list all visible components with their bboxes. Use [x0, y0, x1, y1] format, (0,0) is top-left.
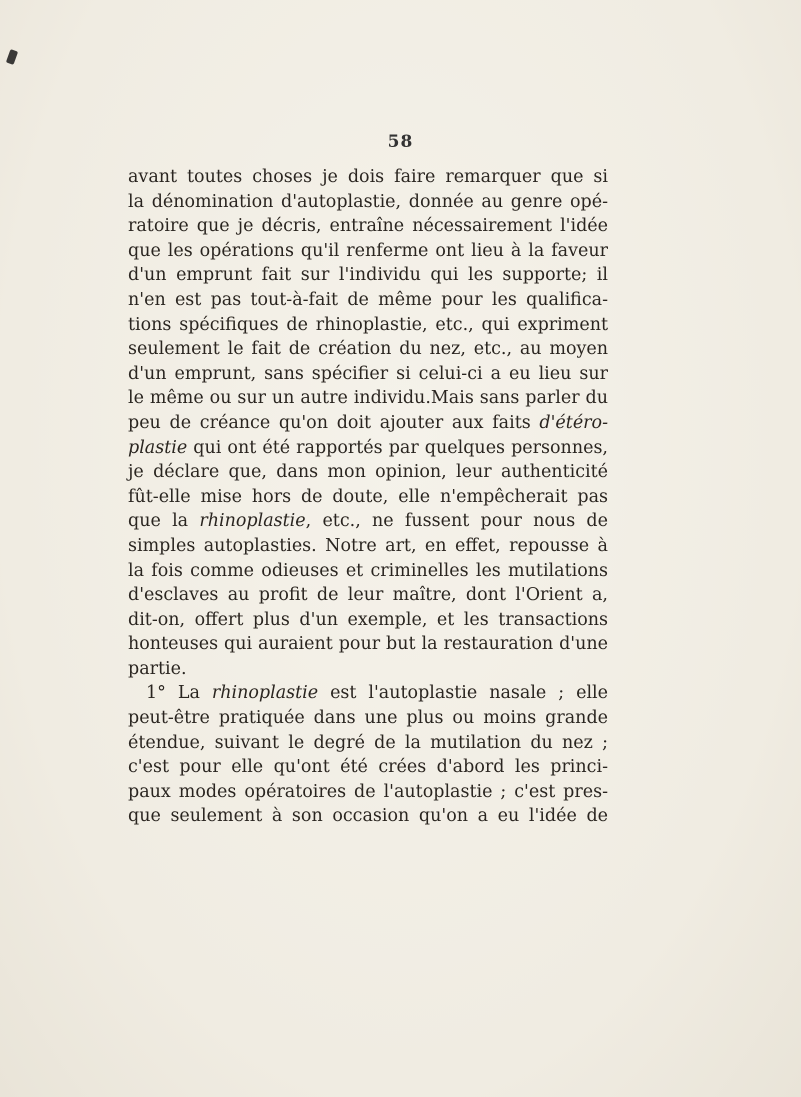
text-line: [128, 411, 608, 436]
line-text: honteuses qui auraient pour but la restauration d'une: [128, 634, 608, 655]
text-line: [128, 165, 608, 190]
italic-term: rhinoplastie: [199, 511, 306, 532]
line-text: que la: [128, 511, 200, 532]
line-text: ratoire que je décris, entraîne nécessairement l'idée: [128, 216, 608, 237]
line-text: c'est pour elle qu'ont été crées d'abord les princi-: [128, 757, 608, 778]
italic-term: d'étéro-: [539, 412, 608, 433]
line-text: partie.: [128, 658, 187, 679]
text-line: [128, 190, 608, 215]
line-text: tions spécifiques de rhinoplastie, etc., qui expriment: [128, 314, 608, 335]
text-line: [128, 436, 608, 461]
text-line: [128, 337, 608, 362]
text-line: [128, 608, 608, 633]
line-text: dit-on, offert plus d'un exemple, et les transactions: [128, 609, 608, 630]
line-text: simples autoplasties. Notre art, en effet, repousse à: [128, 535, 608, 556]
line-text: paux modes opératoires de l'autoplastie ; c'est pres-: [128, 781, 608, 802]
text-line: [128, 509, 608, 534]
text-line: [128, 559, 608, 584]
line-text: n'en est pas tout-à-fait de même pour les qualifica-: [128, 289, 608, 310]
line-text: avant toutes choses je dois faire remarquer que si: [128, 167, 608, 187]
line-text: d'un emprunt, sans spécifier si celui-ci a eu lieu sur: [128, 363, 608, 384]
text-line: [128, 313, 608, 338]
line-text: que les opérations qu'il renferme ont lieu à la faveur: [128, 240, 608, 261]
line-text: étendue, suivant le degré de la mutilation du nez ;: [128, 732, 608, 753]
line-text: d'un emprunt fait sur l'individu qui les supporte; il: [128, 265, 608, 286]
line-text: la fois comme odieuses et criminelles les mutilations: [128, 560, 608, 581]
line-text: qui ont été rapportés par quelques personnes,: [187, 437, 608, 458]
text-line: [128, 362, 608, 387]
text-line: [128, 681, 608, 706]
line-text: je déclare que, dans mon opinion, leur authenticité: [128, 462, 608, 483]
line-text: , etc., ne fussent pour nous de: [305, 511, 608, 532]
line-text: peu de créance qu'on doit ajouter aux faits: [128, 412, 540, 433]
text-line: [128, 386, 608, 411]
italic-term: rhinoplastie: [211, 683, 319, 704]
text-line: [128, 460, 608, 485]
text-line: [128, 239, 608, 264]
line-text: seulement le fait de création du nez, etc., au moyen: [128, 339, 608, 360]
text-line: [128, 263, 608, 288]
line-text: fût-elle mise hors de doute, elle n'empêcherait pas: [128, 486, 608, 507]
text-line: [128, 731, 608, 756]
text-line: [128, 657, 608, 682]
text-line: [128, 214, 608, 239]
line-text: d'esclaves au profit de leur maître, dont l'Orient a,: [128, 585, 608, 606]
line-text: que seulement à son occasion qu'on a eu l'idée de: [128, 806, 608, 827]
text-line: [128, 583, 608, 608]
line-text: est l'autoplastie nasale ; elle: [318, 683, 608, 704]
line-text: la dénomination d'autoplastie, donnée au genre opé-: [128, 191, 608, 212]
text-line: [128, 706, 608, 731]
text-line: [128, 534, 608, 559]
line-text: 1° La: [146, 683, 212, 704]
ink-smudge: [6, 49, 18, 65]
text-line: [128, 780, 608, 805]
italic-term: plastie: [128, 437, 188, 458]
text-line: [128, 632, 608, 657]
text-line: [128, 485, 608, 510]
text-line: [128, 755, 608, 780]
text-line: [128, 288, 608, 313]
text-line: [128, 804, 608, 829]
page-number: 58: [387, 132, 414, 152]
line-text: le même ou sur un autre individu.Mais sans parler du: [128, 388, 608, 409]
body-text: [128, 165, 608, 829]
line-text: peut-être pratiquée dans une plus ou moins grande: [128, 708, 608, 729]
